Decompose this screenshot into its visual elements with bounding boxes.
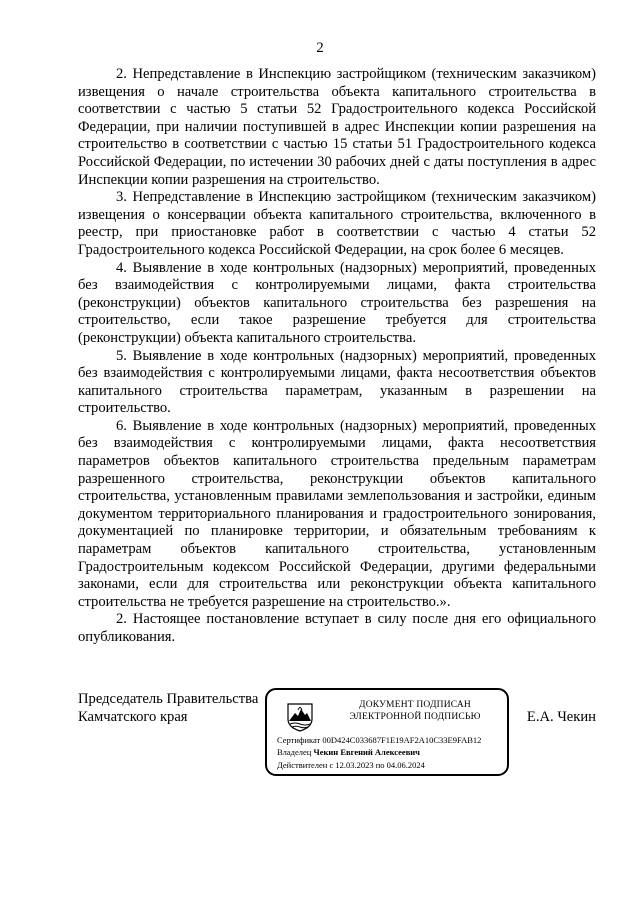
- page-number: 2: [316, 40, 324, 56]
- paragraph-item-3: 3. Непредставление в Инспекцию застройщиком (техническим заказчиком) извещения о консервации объекта капитального строительства, включенного в реестр, при приостановке работ в соответствии с частью 4 статьи 52 Градостроительного кодекса Российской Федерации, на срок более 6 месяцев.: [78, 189, 596, 258]
- valid-from-label: с: [329, 760, 334, 770]
- valid-to-date: 04.06.2024: [386, 760, 425, 770]
- stamp-validity-line: [277, 760, 425, 770]
- stamp-title: [323, 699, 507, 723]
- paragraph-item-2: 2. Непредставление в Инспекцию застройщиком (техническим заказчиком) извещения о начале строительства объекта капитального строительства в соответствии с частью 5 статьи 52 Градостроительного кодекса Российской Федерации, при наличии поступившей в адрес Инспекции копии разрешения на строительство в соответствии с частью 15 статьи 51 Градостроительного кодекса Российской Федерации, по истечении 30 рабочих дней с даты поступления в адрес Инспекции копии разрешения на строительство.: [78, 66, 596, 188]
- valid-from-date: 12.03.2023: [335, 760, 374, 770]
- paragraph-item-4: 4. Выявление в ходе контрольных (надзорных) мероприятий, проведенных без взаимодействия с контролируемыми лицами, факта строительства (реконструкции) объектов капитального строительства без разрешения на строительство, если такое разрешение требуется для строительства (реконструкции) объекта капитального строительства.: [78, 259, 596, 346]
- certificate-value: 00D424C033687F1E19AF2A10C33E9FAB12: [322, 735, 482, 745]
- kamchatka-emblem-icon: [287, 702, 313, 732]
- paragraph-item-6: 6. Выявление в ходе контрольных (надзорных) мероприятий, проведенных без взаимодействия с контролируемыми лицами, факта несоответствия параметров объектов капитального строительства предельным параметрам разрешенного строительства, реконструкции объектов капитального строительства, установленным правилами землепользования и застройки, единым документом территориального планирования и градостроительного зонирования, документацией по планировке территории, и обязательным требованиям к параметрам объектов капитального строительства, установленным Градостроительным кодексом Российской Федерации, другими федеральными законами, если для строительства или реконструкции объекта капитального строительства не требуется разрешение на строительство.».: [78, 417, 596, 610]
- signatory-position-line2: Камчатского края: [78, 709, 188, 725]
- valid-label: Действителен: [277, 760, 328, 770]
- certificate-label: Сертификат: [277, 735, 321, 745]
- paragraph-effective-date: 2. Настоящее постановление вступает в силу после дня его официального опубликования.: [78, 611, 596, 645]
- valid-to-label: по: [375, 760, 385, 770]
- stamp-title-line1: ДОКУМЕНТ ПОДПИСАН: [359, 700, 471, 710]
- signatory-name: Е.А. Чекин: [526, 709, 596, 725]
- stamp-title-line2: ЭЛЕКТРОННОЙ ПОДПИСЬЮ: [349, 712, 481, 722]
- stamp-certificate-line: [277, 735, 481, 745]
- owner-label: Владелец: [277, 747, 312, 757]
- stamp-owner-line: [277, 747, 420, 757]
- document-body: [78, 66, 596, 647]
- signatory-position: [78, 690, 258, 726]
- signatory-position-line1: Председатель Правительства: [78, 691, 259, 707]
- electronic-signature-stamp: [265, 688, 509, 776]
- owner-value: Чекин Евгений Алексеевич: [313, 747, 420, 757]
- paragraph-item-5: 5. Выявление в ходе контрольных (надзорных) мероприятий, проведенных без взаимодействия с контролируемыми лицами, факта несоответствия объектов капитального строительства параметрам, указанным в разрешении на строительство.: [78, 347, 596, 417]
